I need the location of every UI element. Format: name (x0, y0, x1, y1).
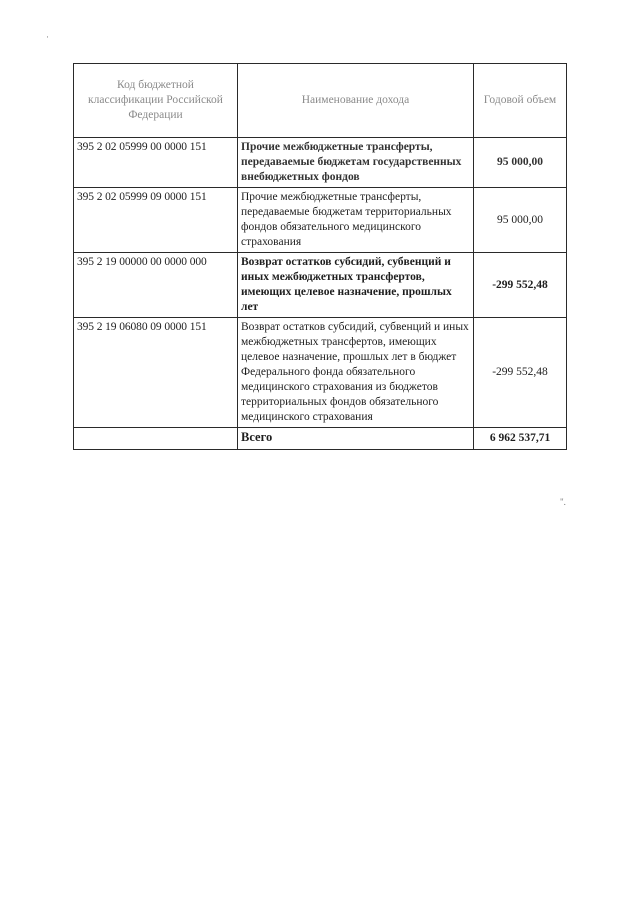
row-code: 395 2 19 06080 09 0000 151 (74, 318, 238, 428)
header-budget-code: Код бюджетной классификации Российской Федерации (74, 64, 238, 138)
row-name: Прочие межбюджетные трансферты, передаваемые бюджетам государственных внебюджетных фондов (238, 138, 474, 188)
table-header-row (74, 64, 567, 138)
header-revenue-name: Наименование дохода (238, 64, 474, 138)
row-amount: -299 552,48 (474, 318, 567, 428)
revenue-table (73, 63, 567, 450)
row-amount: -299 552,48 (474, 253, 567, 318)
row-name: Возврат остатков субсидий, субвенций и иных межбюджетных трансфертов, имеющих целевое назначение, прошлых лет (238, 253, 474, 318)
row-amount: 95 000,00 (474, 188, 567, 253)
total-amount: 6 962 537,71 (474, 428, 567, 450)
row-code: 395 2 02 05999 00 0000 151 (74, 138, 238, 188)
table-row (74, 138, 567, 188)
scan-speck: · (46, 32, 49, 42)
total-label: Всего (238, 428, 474, 450)
row-amount: 95 000,00 (474, 138, 567, 188)
total-row (74, 428, 567, 450)
total-code (74, 428, 238, 450)
row-code: 395 2 19 00000 00 0000 000 (74, 253, 238, 318)
row-name: Прочие межбюджетные трансферты, передаваемые бюджетам территориальных фондов обязательного медицинского страхования (238, 188, 474, 253)
row-name: Возврат остатков субсидий, субвенций и иных межбюджетных трансфертов, имеющих целевое назначение, прошлых лет в бюджет Федерального фонда обязательного медицинского страхования из бюджетов территориальных фондов обязательного медицинского страхования (238, 318, 474, 428)
table-row (74, 318, 567, 428)
header-annual-amount: Годовой объем (474, 64, 567, 138)
table-row (74, 188, 567, 253)
row-code: 395 2 02 05999 09 0000 151 (74, 188, 238, 253)
closing-quote-mark: ". (560, 497, 566, 507)
table-row (74, 253, 567, 318)
